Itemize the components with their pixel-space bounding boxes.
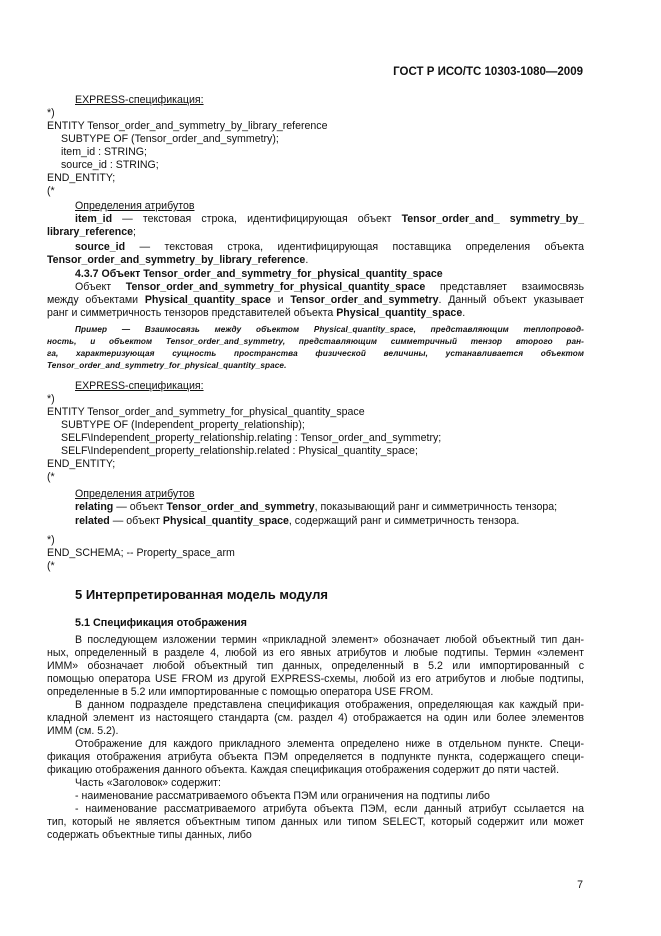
example-line: га, характеризующая сущность пространства физической величины, устанавливается объектом bbox=[47, 349, 584, 358]
attr-end: ; bbox=[132, 226, 136, 238]
attr-name: related bbox=[75, 515, 110, 527]
text: представляет взаимосвязь bbox=[425, 281, 584, 293]
attr-text: — текстовая строка, идентифицирующая объект bbox=[112, 213, 402, 225]
attr-end: , содержащий ранг и симметричность тензора. bbox=[288, 515, 520, 527]
object-name: Physical_quantity_space bbox=[144, 294, 271, 306]
text: между объектами bbox=[47, 294, 145, 306]
list-item: - наименование рассматриваемого объекта ПЭМ или ограничения на подтипы либо bbox=[75, 790, 490, 802]
para2-line: кладной элемент из настоящего стандарта (см. раздел 4) отображается на один или более элементов bbox=[47, 712, 584, 724]
attr-name: relating bbox=[75, 501, 114, 513]
code-line: item_id : STRING; bbox=[61, 146, 147, 158]
code-line: SELF\Independent_property_relationship.relating : Tensor_order_and_symmetry; bbox=[61, 432, 442, 444]
para2-line: В данном подразделе представлена спецификация отображения, определяющая как каждый при- bbox=[75, 699, 584, 711]
attr-defs-title-2: Определения атрибутов bbox=[75, 488, 195, 500]
attr-object: library_reference bbox=[47, 226, 133, 238]
code-line: SELF\Independent_property_relationship.related : Physical_quantity_space; bbox=[61, 445, 418, 457]
para1-line: В последующем изложении термин «прикладной элемент» обозначает любой объектный тип дан- bbox=[75, 634, 584, 646]
attr-text: — объект bbox=[113, 501, 167, 513]
code-line: (* bbox=[47, 471, 55, 483]
attr-text: — объект bbox=[109, 515, 163, 527]
para1-line: ных, определенный в разделе 4, любой из его явных атрибутов и любые подтипы. Термин «элемент bbox=[47, 647, 584, 659]
section-4-3-7-para-line2 bbox=[47, 294, 584, 307]
code-line: ENTITY Tensor_order_and_symmetry_for_physical_quantity_space bbox=[47, 406, 365, 418]
source-id-definition-cont bbox=[47, 254, 308, 267]
code-line: ENTITY Tensor_order_and_symmetry_by_library_reference bbox=[47, 120, 328, 132]
text: Объект bbox=[75, 281, 126, 293]
section-5-title: 5 Интерпретированная модель модуля bbox=[75, 587, 328, 602]
code-line: (* bbox=[47, 560, 55, 572]
code-line: END_ENTITY; bbox=[47, 172, 116, 184]
example-line: Tensor_order_and_symmetry_for_physical_quantity_space. bbox=[47, 361, 287, 370]
code-line: *) bbox=[47, 107, 55, 119]
express-spec-title-1: EXPRESS-спецификация: bbox=[75, 94, 204, 106]
list-item-cont: содержать объектные типы данных, либо bbox=[47, 829, 252, 841]
para4: Часть «Заголовок» содержит: bbox=[75, 777, 221, 789]
list-item: - наименование рассматриваемого атрибута объекта ПЭМ, если данный атрибут ссылается на bbox=[75, 803, 584, 815]
express-spec-title-2: EXPRESS-спецификация: bbox=[75, 380, 204, 392]
text: ранг и симметричность тензоров представителей объекта bbox=[47, 307, 337, 319]
code-line: source_id : STRING; bbox=[61, 159, 159, 171]
attr-object: Physical_quantity_space bbox=[162, 515, 289, 527]
attr-text: — текстовая строка, идентифицирующая поставщика определения объекта bbox=[125, 241, 584, 253]
para1-line: определенные в 5.2 или импортированные с помощью оператора USE FROM. bbox=[47, 686, 434, 698]
attr-object: Tensor_order_and_symmetry_by_library_reference bbox=[47, 254, 306, 266]
code-line: (* bbox=[47, 185, 55, 197]
code-line: SUBTYPE OF (Tensor_order_and_symmetry); bbox=[61, 133, 279, 145]
text: и bbox=[270, 294, 291, 306]
relating-definition bbox=[75, 501, 557, 514]
example-line: Пример — Взаимосвязь между объектом Physical_quantity_space, представляющим теплопровод- bbox=[75, 325, 584, 334]
attr-name: item_id bbox=[75, 213, 113, 225]
para3-line: фикацию отображения данного объекта. Каждая спецификация отображения содержит до пяти частей. bbox=[47, 764, 560, 776]
page-number: 7 bbox=[577, 879, 583, 891]
source-id-definition bbox=[75, 241, 584, 254]
text: . Данный объект указывает bbox=[438, 294, 584, 306]
code-line: END_SCHEMA; -- Property_space_arm bbox=[47, 547, 235, 559]
attr-object: Tensor_order_and_ symmetry_by_ bbox=[401, 213, 584, 225]
attr-defs-title-1: Определения атрибутов bbox=[75, 200, 195, 212]
list-item-cont: тип, который не является объектным типом данных или типом SELECT, который содержит или может bbox=[47, 816, 584, 828]
attr-end: . bbox=[305, 254, 309, 266]
document-header: ГОСТ Р ИСО/ТС 10303-1080—2009 bbox=[393, 66, 583, 78]
section-4-3-7-para-line1 bbox=[75, 281, 584, 294]
item-id-definition bbox=[75, 213, 584, 226]
para3-line: Отображение для каждого прикладного элемента определено ниже в отдельном пункте. Специ- bbox=[75, 738, 584, 750]
attr-end: , показывающий ранг и симметричность тензора; bbox=[314, 501, 558, 513]
para1-line: ИММ» обозначает любой объектный тип данных, определенный в 5.2 или импортированный с bbox=[47, 660, 584, 672]
attr-object: Tensor_order_and_symmetry bbox=[166, 501, 315, 513]
object-name: Tensor_order_and_symmetry_for_physical_quantity_space bbox=[125, 281, 426, 293]
code-line: *) bbox=[47, 393, 55, 405]
object-name: Physical_quantity_space bbox=[336, 307, 463, 319]
item-id-definition-cont bbox=[47, 226, 136, 239]
code-line: SUBTYPE OF (Independent_property_relationship); bbox=[61, 419, 305, 431]
para1-line: помощью оператора USE FROM из другой EXPRESS-схемы, любой из его атрибутов и любые подтипы, bbox=[47, 673, 584, 685]
object-name: Tensor_order_and_symmetry bbox=[290, 294, 439, 306]
attr-name: source_id bbox=[75, 241, 126, 253]
section-4-3-7-title: 4.3.7 Объект Tensor_order_and_symmetry_for_physical_quantity_space bbox=[75, 268, 443, 280]
code-line: *) bbox=[47, 534, 55, 546]
code-line: END_ENTITY; bbox=[47, 458, 116, 470]
para3-line: фикация отображения атрибута объекта ПЭМ определяется в подпункте пункта, содержащего специ- bbox=[47, 751, 584, 763]
text: . bbox=[462, 307, 466, 319]
section-4-3-7-para-line3 bbox=[47, 307, 465, 320]
example-line: ность, и объектом Tensor_order_and_symmetry, представляющим симметричный тензор второго ран- bbox=[47, 337, 584, 346]
related-definition bbox=[75, 515, 519, 528]
para2-line: ИММ (см. 5.2). bbox=[47, 725, 119, 737]
section-5-1-title: 5.1 Спецификация отображения bbox=[75, 617, 247, 629]
